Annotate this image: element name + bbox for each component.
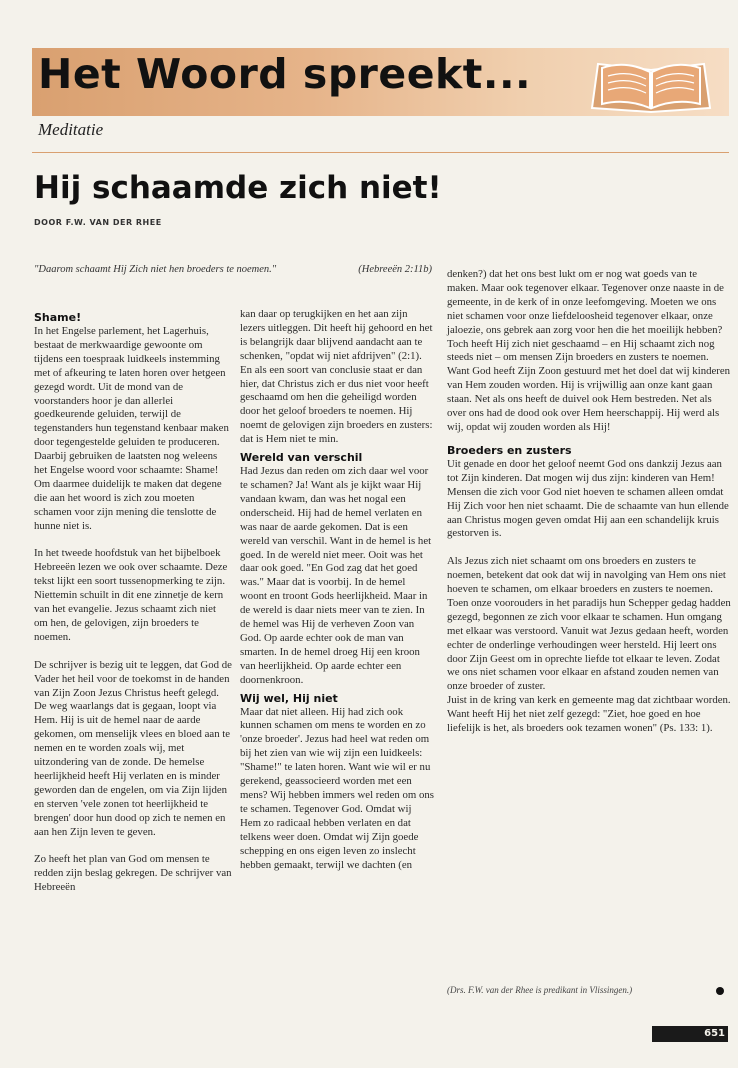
open-book-icon	[588, 56, 714, 116]
paragraph: Had Jezus dan reden om zich daar wel voor te schamen? Ja! Want als je kijkt waar Hij vandaan kwam, dan was het nogal een onderscheid. Hij had de hemel verlaten en was naar de aarde gekomen. Dat is een wereld van verschil. Want in de hemel is het goed. In de wereld niet meer. Ooit was het daar ook goed. "En God zag dat het goed was." Maar dat is voorbij. In de hemel woont en troont Gods heerlijkheid. Maar in de wereld is daar niets meer van te zien. In de hemel was Hij de verheven Zoon van God. Op aarde echter ook de man van smarten. In de hemel droeg Hij een kroon van heerlijkheid. Op aarde echter een doornenkroon.	[240, 465, 432, 686]
paragraph: Uit genade en door het geloof neemt God ons dankzij Jezus aan tot Zijn kinderen. Dat mogen wij dus zijn: kinderen van Hem! Mensen die zich voor God niet hoeven te schamen alleen omdat Hij Zich voor hen niet schaamt. Die de schaamte van hun ellende aan Christus mogen geven omdat Hij aan een schandelijk kruis gestorven is.	[447, 457, 729, 540]
paragraph: kan daar op terugkijken en het aan zijn lezers uitleggen. Dit heeft hij gehoord en het is belangrijk daar blijvend aandacht aan te schenken, "opdat wij niet afdrijven" (2:1). En als een soort van conclusie staat er dan hier, dat Christus zich er dus niet voor heeft geschaamd om hen die geheiligd worden door het geloof broeders te noemen. Hij noemt de gelovigen zijn broeders en zusters: dat is Hem niet te min.	[240, 308, 433, 446]
paragraph: Als Jezus zich niet schaamt om ons broeders en zusters te noemen, betekent dat ook dat wij in navolging van Hem ons niet hoeven te schamen, om elkaar broeders en zusters te noemen. Toen onze voorouders in het paradijs hun Schepper gedag hadden gezegd, begonnen ze zich voor elkaar te schamen. Hun omgang met elkaar was verstoord. Vanuit wat Jezus gedaan heeft, worden echter de onderlinge verhoudingen weer hersteld. Hij leert ons door Zijn Geest om in oprechte liefde tot elkaar te leven. Zodat we ons niet schamen voor elkaar en afstand zouden nemen van onze broeder of zuster.	[447, 555, 731, 693]
quote-reference: (Hebreeën 2:11b)	[358, 264, 432, 275]
banner-title: Het Woord spreekt...	[38, 50, 532, 98]
paragraph: Juist in de kring van kerk en gemeente mag dat zichtbaar worden. Want heeft Hij het niet zelf gezegd: "Ziet, hoe goed en hoe liefelijk is het, als broeders ook tezamen wonen" (Ps. 133: 1).	[447, 694, 731, 735]
section-label: Meditatie	[38, 120, 104, 139]
column-2	[240, 308, 434, 872]
paragraph: denken?) dat het ons best lukt om er nog wat goeds van te maken. Maar ook tegenover elkaar. Tegenover onze naaste in de gemeente, in de kerk of in onze leefomgeving. Moeten we ons niet schamen voor onze liefdeloosheid tegenover elkaar, onze jaloezie, ons gebrek aan zorg voor hen die het moeilijk hebben? Toch heeft Hij zich niet geschaamd – en Hij schaamt zich nog steeds niet – om mensen Zijn broeders en zusters te noemen. Want God heeft Zijn Zoon gestuurd met het doel dat wij kinderen van Hem zouden worden. Hij is vrijwillig aan onze kant gaan staan. Net als ons heeft de duivel ook Hem bestreden. Net als over ons had de dood ook over Hem heerschappij. Hij werd als wij, opdat wij zouden worden als Hij!	[447, 268, 731, 433]
column-1	[34, 308, 232, 895]
paragraph: De schrijver is bezig uit te leggen, dat God de Vader het heil voor de toekomst in de handen van Zijn Zoon Jezus Christus heeft gelegd. De weg waarlangs dat is gegaan, loopt via Hem. Hij is uit de hemel naar de aarde gekomen, om menselijk vlees en bloed aan te nemen en te worden zoals wij, met uitzondering van de zonde. De hemelse heerlijkheid heeft Hij verlaten en is minder geworden dan de engelen, om via Zijn lijden en sterven 'vele zonen tot heerlijkheid te brengen' door hun dood op zich te nemen en aan hen Zijn leven te geven.	[34, 658, 232, 838]
end-mark	[716, 987, 724, 995]
heading-shame: Shame!	[34, 311, 82, 324]
header-rule	[32, 152, 729, 153]
author-footnote: (Drs. F.W. van der Rhee is predikant in Vlissingen.)	[447, 985, 633, 995]
column-3	[447, 268, 731, 736]
paragraph: In het Engelse parlement, het Lagerhuis, bestaat de merkwaardige gewoonte om tijdens een toespraak luidkeels instemming met of afkeuring te laten horen over hetgeen gezegd wordt. Uit de mond van de voorstanders hoor je dan allerlei goedkeurende geluiden, terwijl de tegenstanders hun tegenstand kenbaar maken door tegengestelde geluiden te produceren. Daarbij gebruiken de laatsten nog weleens het Engelse woord voor schaamte: Shame! Om daarmee duidelijk te maken dat degene die aan het woord is zich zou moeten schamen voor zijn mening die tenslotte de hunne niet is.	[34, 325, 229, 532]
paragraph: Zo heeft het plan van God om mensen te redden zijn beslag gekregen. De schrijver van Hebreeën	[34, 853, 232, 894]
quote-text: "Daarom schaamt Hij Zich niet hen broeders te noemen."	[34, 264, 277, 275]
heading-broeders-en-zusters: Broeders en zusters	[447, 443, 572, 457]
paragraph: In het tweede hoofdstuk van het bijbelboek Hebreeën lezen we ook over schaamte. Deze tekst lijkt een soort tussenopmerking te zijn. Niettemin schuilt in dit ene zinnetje de kern van het evangelie. Jezus schaamt zich niet om hen, de gelovigen, zijn broeders te noemen.	[34, 547, 228, 643]
page-number: 651	[704, 1028, 725, 1039]
article-title: Hij schaamde zich niet!	[34, 170, 442, 206]
epigraph-quote	[34, 264, 432, 275]
heading-wij-wel-hij-niet: Wij wel, Hij niet	[240, 691, 338, 705]
paragraph: Maar dat niet alleen. Hij had zich ook kunnen schamen om mens te worden en zo 'onze broeder'. Jezus had heel wat reden om bij het zien van wie wij zijn een luidkeels: "Shame!" te laten horen. Want wie wil er nu gerekend, geassocieerd worden met een mens? Wij hebben immers wel reden om ons te schamen. Tegenover God. Omdat wij Hem zo radicaal hebben verlaten en dat telkens weer doen. Omdat wij Zijn goede schepping en ons eigen leven zo inslecht hebben gemaakt, terwijl we dachten (en	[240, 705, 434, 871]
byline: DOOR F.W. VAN DER RHEE	[34, 218, 162, 227]
heading-wereld-van-verschil: Wereld van verschil	[240, 451, 363, 465]
